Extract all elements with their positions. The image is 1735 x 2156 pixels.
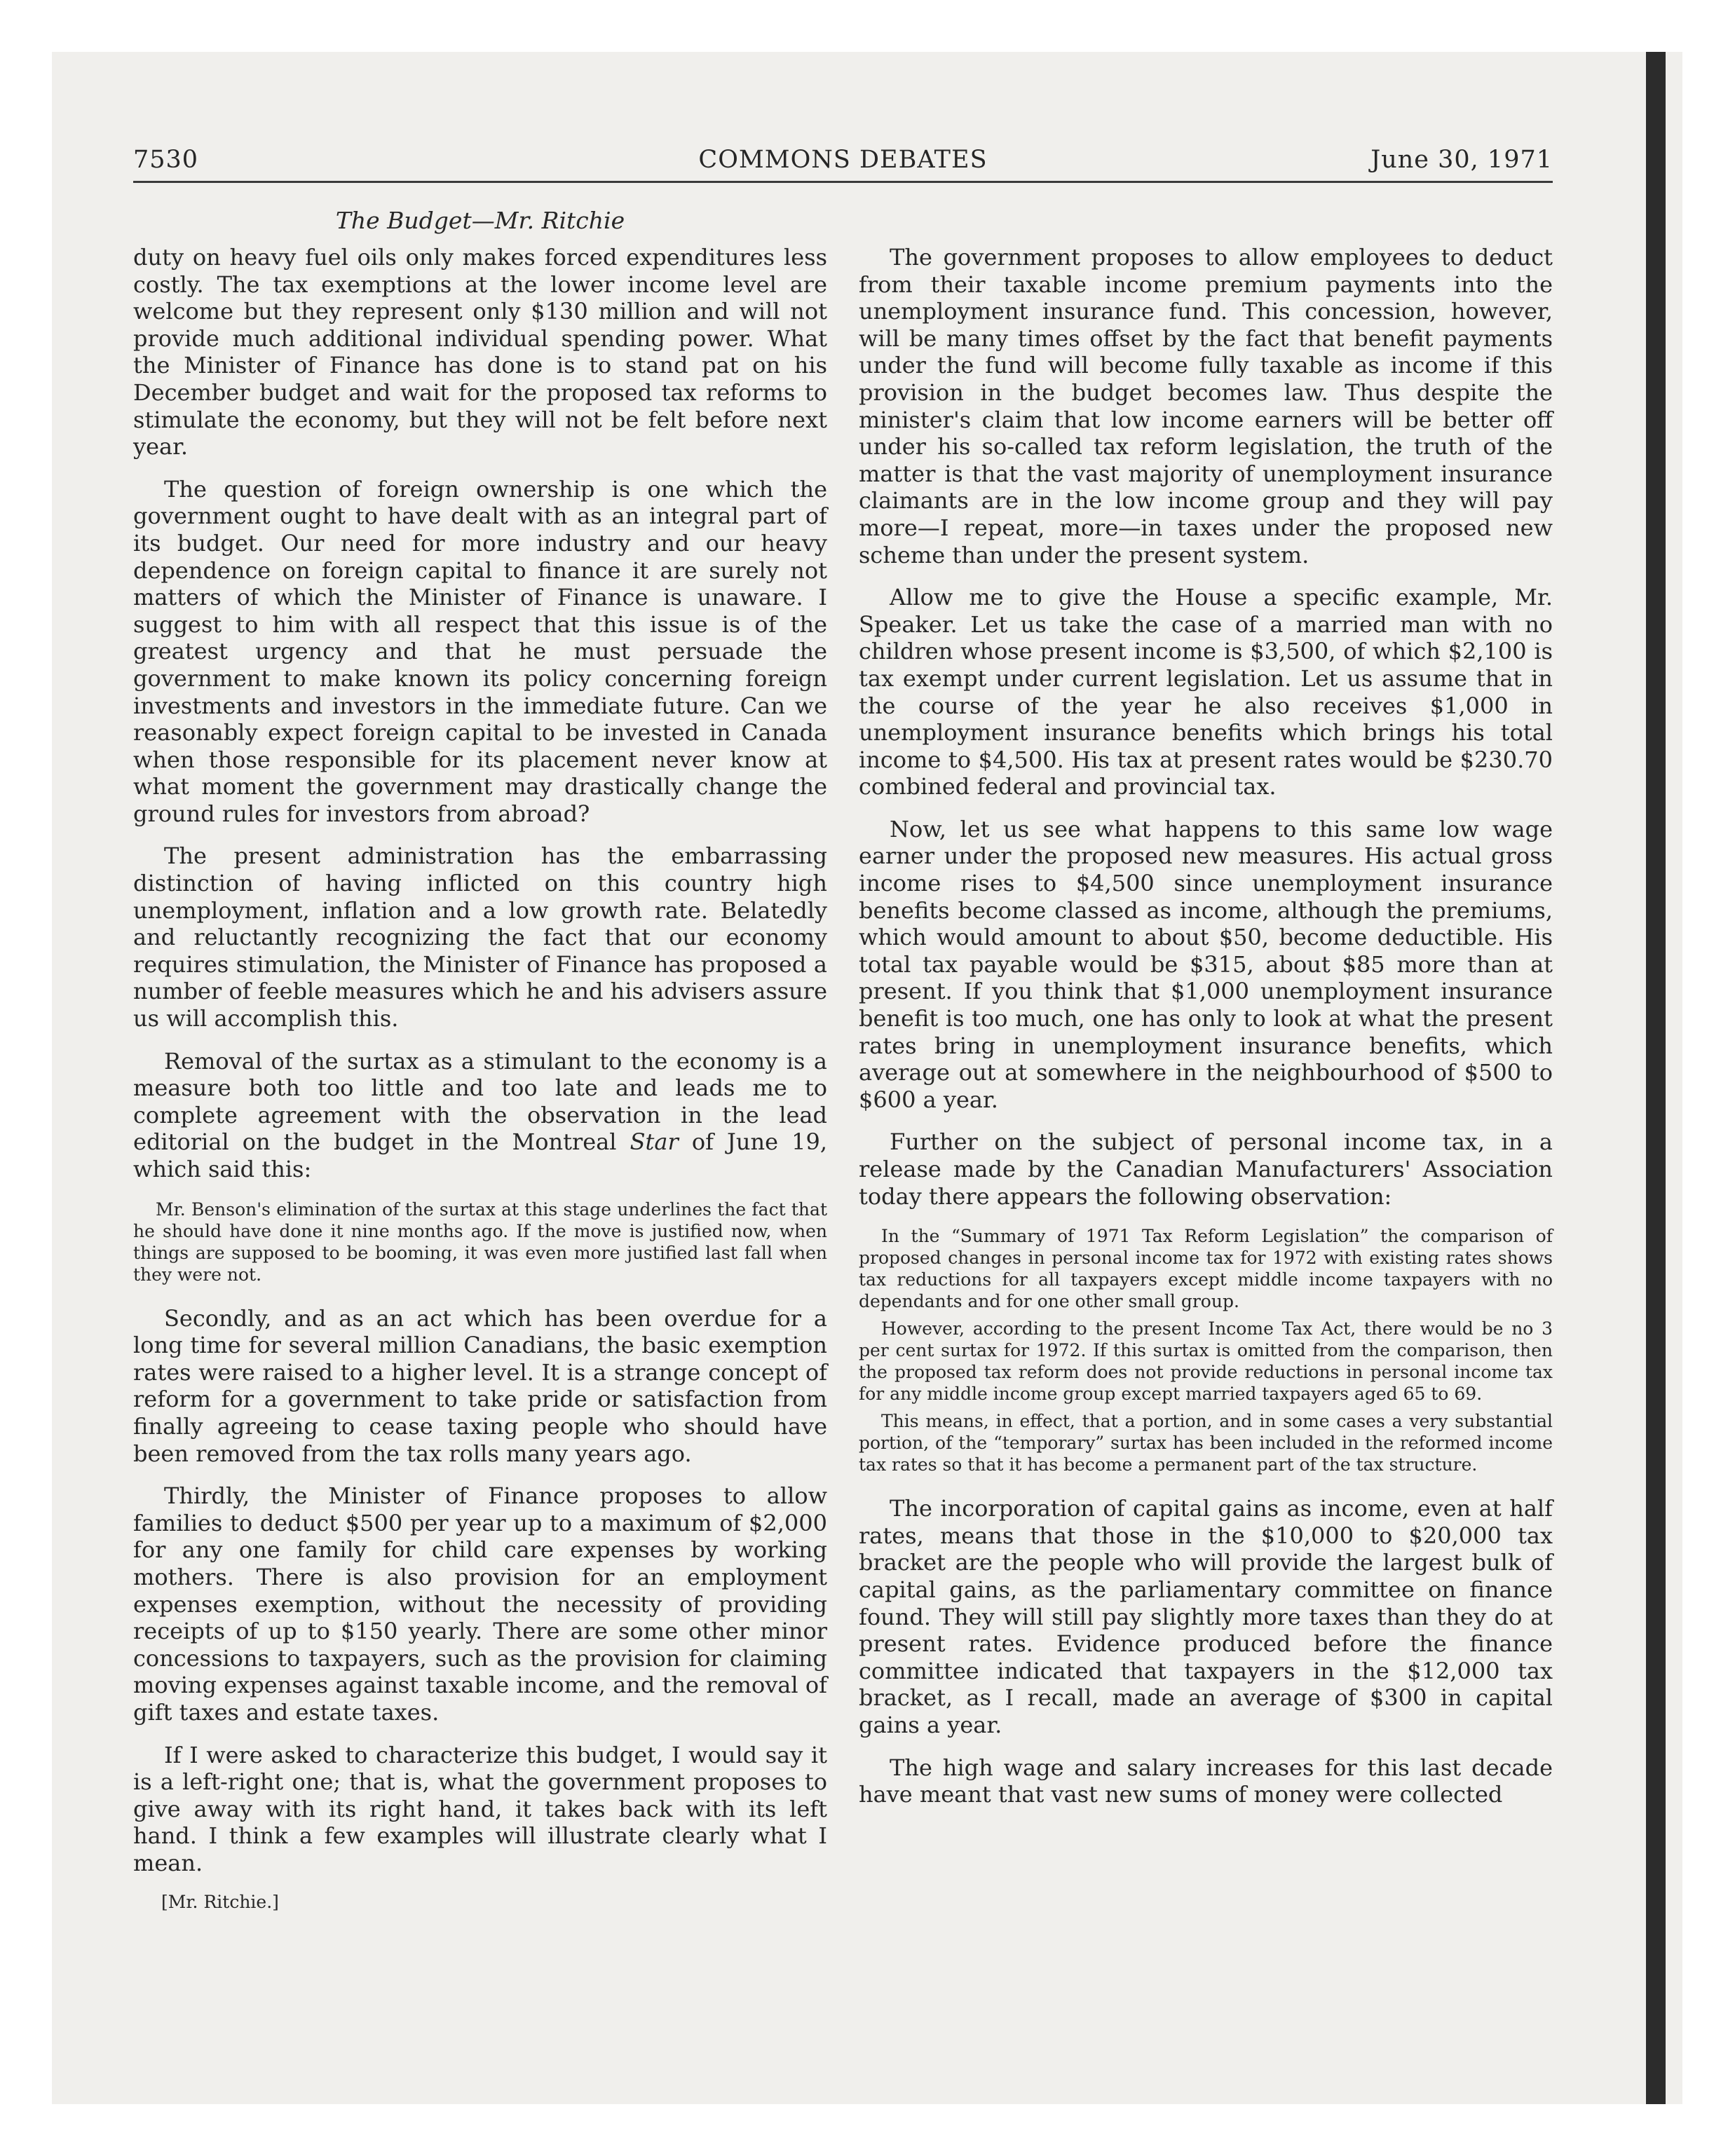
- right-column: [859, 244, 1553, 1824]
- paragraph: duty on heavy fuel oils only makes forced expenditures less costly. The tax exemptions at the lower income level are welcome but they represent only $130 million and will not provide much additional individual spending power. What the Minister of Finance has done is to stand pat on his December budget and wait for the proposed tax reforms to stimulate the economy, but they will not be felt before next year.: [133, 244, 827, 460]
- paragraph: The government proposes to allow employees to deduct from their taxable income premium payments into the unemployment insurance fund. This concession, however, will be many times offset by the fact that benefit payments under the fund will become fully taxable as income if this provision in the budget becomes law. Thus despite the minister's claim that low income earners will be better off under his so-called tax reform legislation, the truth of the matter is that the vast majority of unemployment insurance claimants are in the low income group and they will pay more—I repeat, more—in taxes under the proposed new scheme than under the present system.: [859, 244, 1553, 568]
- paragraph-text: of June 19, which said this:: [133, 1128, 828, 1182]
- block-quote: Mr. Benson's elimination of the surtax at this stage underlines the fact that he should have done it nine months ago. If the move is justified now, when things are supposed to be booming, it was even more justified last fall when they were not.: [133, 1199, 827, 1285]
- block-quote: In the “Summary of 1971 Tax Reform Legislation” the comparison of proposed changes in personal income tax for 1972 with existing rates shows tax reductions for all taxpayers except middle income taxpayers with no dependants and for one other small group.: [859, 1226, 1553, 1312]
- publication-title: COMMONS DEBATES: [698, 146, 988, 174]
- left-column: [133, 244, 827, 1913]
- block-quote: This means, in effect, that a portion, and in some cases a very substantial portion, of the “temporary” surtax has been included in the reformed income tax rates so that it has become a permanent part of the tax structure.: [859, 1411, 1553, 1475]
- issue-date: June 30, 1971: [1370, 146, 1553, 174]
- paragraph: Now, let us see what happens to this same low wage earner under the proposed new measures. His actual gross income rises to $4,500 since unemployment insurance benefits become classed as income, although the premiums, which would amount to about $50, become deductible. His total tax payable would be $315, about $85 more than at present. If you think that $1,000 unemployment insurance benefit is too much, one has only to look at what the present rates bring in unemployment insurance benefits, which average out at somewhere in the neighbourhood of $500 to $600 a year.: [859, 815, 1553, 1113]
- page-number: 7530: [133, 146, 199, 174]
- paragraph: Allow me to give the House a specific example, Mr. Speaker. Let us take the case of a married man with no children whose present income is $3,500, of which $2,100 is tax exempt under current legislation. Let us assume that in the course of the year he also receives $1,000 in unemployment insurance benefits which brings his total income to $4,500. His tax at present rates would be $230.70 combined federal and provincial tax.: [859, 584, 1553, 800]
- paragraph: The incorporation of capital gains as income, even at half rates, means that those in the $10,000 to $20,000 tax bracket are the people who will provide the largest bulk of capital gains, as the parliamentary committee on finance found. They will still pay slightly more taxes than they do at present rates. Evidence produced before the finance committee indicated that taxpayers in the $12,000 tax bracket, as I recall, made an average of $300 in capital gains a year.: [859, 1495, 1553, 1738]
- paragraph: The high wage and salary increases for this last decade have meant that vast new sums of money were collected: [859, 1754, 1553, 1808]
- newspaper-name: Star: [630, 1128, 679, 1156]
- paragraph-text: Removal of the surtax as a stimulant to the economy is a measure both too little and too late and leads me to complete agreement with the observation in the lead editorial on the budget in the Montreal: [133, 1047, 827, 1156]
- paragraph: Thirdly, the Minister of Finance proposes to allow families to deduct $500 per year up to a maximum of $2,000 for any one family for child care expenses by working mothers. There is also provision for an employment expenses exemption, without the necessity of providing receipts of up to $150 yearly. There are some other minor concessions to taxpayers, such as the provision for claiming moving expenses against taxable income, and the removal of gift taxes and estate taxes.: [133, 1482, 827, 1726]
- scan-edge-bar: [1646, 52, 1666, 2104]
- page-header: [133, 140, 1553, 183]
- paragraph: If I were asked to characterize this budget, I would say it is a left-right one; that is, what the government proposes to give away with its right hand, it takes back with its left hand. I think a few examples will illustrate clearly what I mean.: [133, 1741, 827, 1876]
- paragraph: The present administration has the embarrassing distinction of having inflicted on this country high unemployment, inflation and a low growth rate. Belatedly and reluctantly recognizing the fact that our economy requires stimulation, the Minister of Finance has proposed a number of feeble measures which he and his advisers assure us will accomplish this.: [133, 842, 827, 1032]
- section-title: The Budget—Mr. Ritchie: [335, 207, 625, 234]
- speaker-attribution: [Mr. Ritchie.]: [161, 1892, 279, 1913]
- paragraph: The question of foreign ownership is one which the government ought to have dealt with as an integral part of its budget. Our need for more industry and our heavy dependence on foreign capital to finance it are surely not matters of which the Minister of Finance is unaware. I suggest to him with all respect that this issue is of the greatest urgency and that he must persuade the government to make known its policy concerning foreign investments and investors in the immediate future. Can we reasonably expect foreign capital to be invested in Canada when those responsible for its placement never know at what moment the government may drastically change the ground rules for investors from abroad?: [133, 475, 827, 827]
- paragraph: Secondly, and as an act which has been overdue for a long time for several million Canadians, the basic exemption rates were raised to a higher level. It is a strange concept of reform for a government to take pride or satisfaction from finally agreeing to cease taxing people who should have been removed from the tax rolls many years ago.: [133, 1304, 827, 1467]
- block-quote: However, according to the present Income Tax Act, there would be no 3 per cent surtax for 1972. If this surtax is omitted from the comparison, then the proposed tax reform does not provide reductions in personal income tax for any middle income group except married taxpayers aged 65 to 69.: [859, 1318, 1553, 1405]
- paragraph: [133, 1048, 827, 1183]
- paragraph: Further on the subject of personal income tax, in a release made by the Canadian Manufacturers' Association today there appears the following observation:: [859, 1128, 1553, 1210]
